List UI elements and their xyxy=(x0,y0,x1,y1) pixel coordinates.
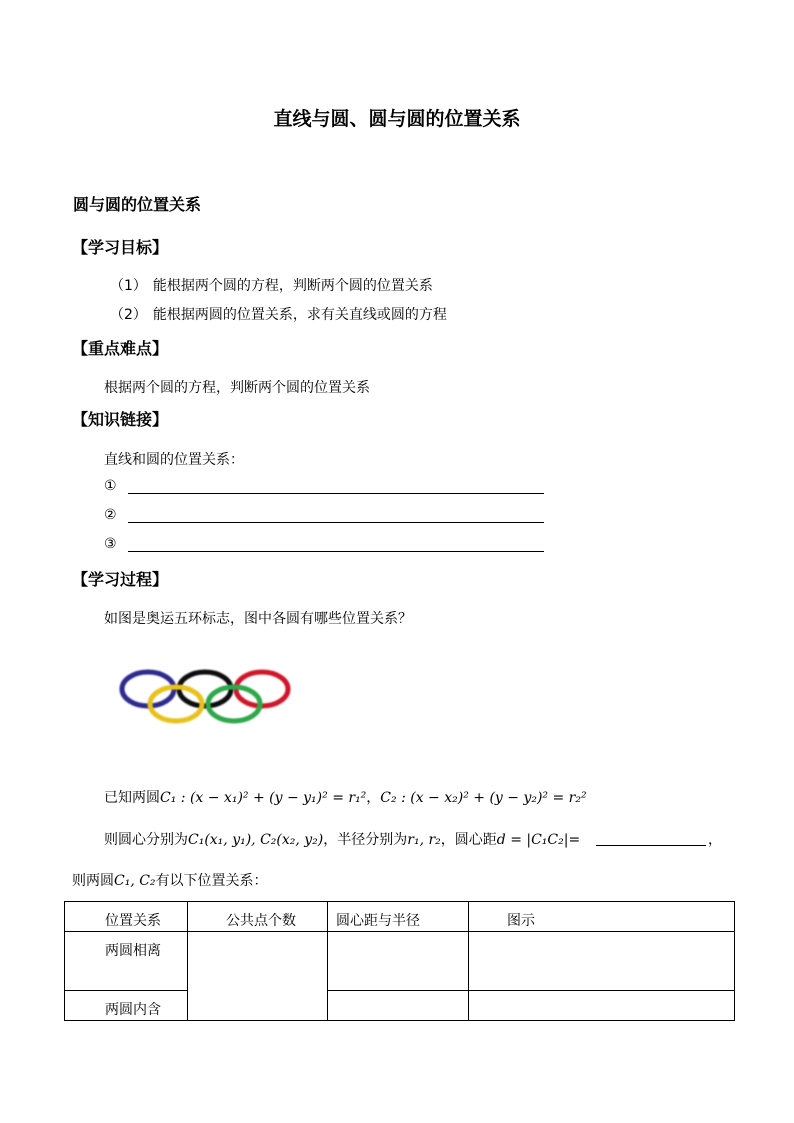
centers-line xyxy=(104,829,580,849)
row-label-contained: 两圆内含 xyxy=(105,1002,161,1018)
objective-num: （1） xyxy=(110,278,147,294)
key-points-heading: 【重点难点】 xyxy=(72,339,169,358)
objective-item xyxy=(110,304,447,324)
relation-suffix: 有以下位置关系： xyxy=(155,873,268,889)
table-cell[interactable] xyxy=(328,991,469,1021)
blank-marker: ② xyxy=(104,507,117,523)
position-relation-table xyxy=(64,901,735,1021)
objective-text: 能根据两圆的位置关系，求有关直线或圆的方程 xyxy=(152,307,447,323)
table-cell-common-points[interactable] xyxy=(188,932,328,1021)
centers-prefix: 则圆心分别为 xyxy=(104,832,188,848)
knowledge-link-heading: 【知识链接】 xyxy=(72,410,169,429)
objective-item xyxy=(110,275,433,295)
formula-c1: C₁ : (x − x₁)² + (y − y₁)² = r₁² xyxy=(160,790,367,806)
table-header-cell xyxy=(188,902,328,932)
distance-prefix: ，圆心距 xyxy=(440,832,497,848)
formula-c1c2: C₁, C₂ xyxy=(114,873,156,889)
table-header-cell xyxy=(469,902,735,932)
formula-radii: r₁, r₂ xyxy=(407,832,441,848)
table-header-row xyxy=(65,902,735,932)
knowledge-link-intro: 直线和圆的位置关系： xyxy=(104,452,244,468)
blank-marker: ① xyxy=(104,478,117,494)
row-label-separate: 两圆相离 xyxy=(105,943,161,959)
table-row xyxy=(65,991,735,1021)
process-heading: 【学习过程】 xyxy=(72,570,169,589)
olympic-question: 如图是奥运五环标志，图中各圆有哪些位置关系？ xyxy=(104,611,412,627)
key-points-text: 根据两个圆的方程，判断两个圆的位置关系 xyxy=(104,380,370,396)
relations-intro-line xyxy=(72,870,268,890)
radius-prefix: ，半径分别为 xyxy=(323,832,408,848)
table-cell xyxy=(65,932,188,991)
olympic-rings-figure xyxy=(110,660,310,730)
header-distance-radius: 圆心距与半径 xyxy=(336,913,420,929)
formula-c2: C₂ : (x − x₂)² + (y − y₂)² = r₂² xyxy=(380,790,587,806)
end-comma: ， xyxy=(708,832,722,848)
page-title: 直线与圆、圆与圆的位置关系 xyxy=(273,108,521,130)
objective-text: 能根据两个圆的方程，判断两个圆的位置关系 xyxy=(152,278,433,294)
equals-sign: = xyxy=(568,832,581,848)
section-title: 圆与圆的位置关系 xyxy=(73,195,202,214)
given-circles-line xyxy=(104,787,587,807)
answer-blank-line[interactable] xyxy=(128,551,544,552)
header-position-relation: 位置关系 xyxy=(105,913,161,929)
table-cell[interactable] xyxy=(469,932,735,991)
answer-blank-line[interactable] xyxy=(128,522,544,523)
blank-marker: ③ xyxy=(104,536,117,552)
formula-distance: d = |C₁C₂| xyxy=(496,832,569,848)
formula-centers: C₁(x₁, y₁), C₂(x₂, y₂) xyxy=(188,832,324,848)
objective-num: （2） xyxy=(110,307,147,323)
header-common-points: 公共点个数 xyxy=(226,913,296,929)
answer-blank-line[interactable] xyxy=(128,493,544,494)
table-header-cell xyxy=(65,902,188,932)
objectives-heading: 【学习目标】 xyxy=(72,238,169,257)
header-diagram: 图示 xyxy=(507,913,535,929)
table-cell[interactable] xyxy=(469,991,735,1021)
table-cell xyxy=(65,991,188,1021)
distance-answer-blank[interactable] xyxy=(596,845,706,846)
relation-prefix: 则两圆 xyxy=(72,873,114,889)
given-prefix: 已知两圆 xyxy=(104,790,160,806)
formula-separator: ， xyxy=(366,790,381,806)
table-header-cell xyxy=(328,902,469,932)
table-row xyxy=(65,932,735,991)
table-cell[interactable] xyxy=(328,932,469,991)
